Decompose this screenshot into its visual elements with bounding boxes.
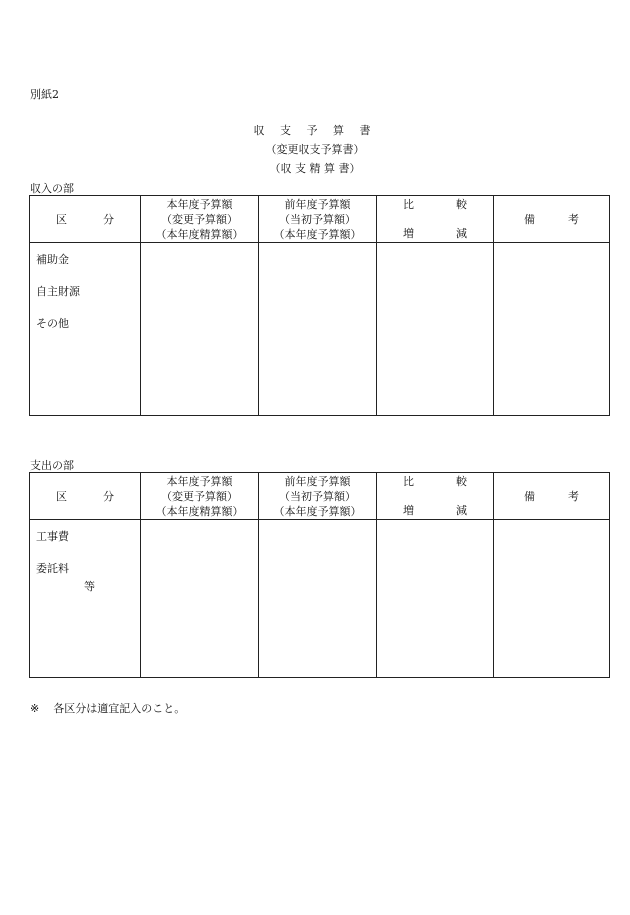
income-section-label: 収入の部 [30, 182, 74, 195]
list-item: 委託料 [36, 562, 69, 575]
note-mark: ※ [30, 702, 40, 715]
expense-table-body [30, 520, 610, 678]
header-remarks: 備 考 [494, 196, 610, 243]
header-previous-budget: 前年度予算額 （当初予算額） （本年度予算額） [259, 196, 377, 243]
expense-remarks-cell [494, 520, 610, 678]
annex-label: 別紙2 [30, 88, 59, 101]
income-comparison-cell [377, 243, 494, 416]
document-subtitle-settlement: （収 支 精 算 書） [269, 162, 361, 175]
income-table-header [30, 196, 610, 243]
list-item-etc: 等 [84, 580, 95, 593]
list-item: 工事費 [36, 530, 69, 543]
header-comparison: 比 較 増 減 [377, 473, 494, 520]
list-item: 補助金 [36, 253, 69, 266]
document-subtitle-revised: （変更収支予算書） [265, 143, 365, 156]
expense-items-cell [30, 520, 141, 678]
expense-previous-budget-cell [259, 520, 377, 678]
income-table-body [30, 243, 610, 416]
list-item: 自主財源 [36, 285, 80, 298]
income-previous-budget-cell [259, 243, 377, 416]
footnote [30, 700, 185, 716]
income-table [29, 195, 610, 416]
income-current-budget-cell [141, 243, 259, 416]
expense-section-label: 支出の部 [30, 459, 74, 472]
expense-comparison-cell [377, 520, 494, 678]
income-remarks-cell [494, 243, 610, 416]
list-item: その他 [36, 317, 69, 330]
header-current-budget: 本年度予算額 （変更予算額） （本年度精算額） [141, 196, 259, 243]
header-current-budget: 本年度予算額 （変更予算額） （本年度精算額） [141, 473, 259, 520]
expense-current-budget-cell [141, 520, 259, 678]
document-title: 収 支 予 算 書 [253, 124, 377, 137]
expense-table [29, 472, 610, 678]
header-previous-budget: 前年度予算額 （当初予算額） （本年度予算額） [259, 473, 377, 520]
header-division: 区 分 [30, 196, 141, 243]
note-text: 各区分は適宜記入のこと。 [53, 702, 186, 715]
header-remarks: 備 考 [494, 473, 610, 520]
expense-table-header [30, 473, 610, 520]
income-items-cell [30, 243, 141, 416]
header-division: 区 分 [30, 473, 141, 520]
header-comparison: 比 較 増 減 [377, 196, 494, 243]
